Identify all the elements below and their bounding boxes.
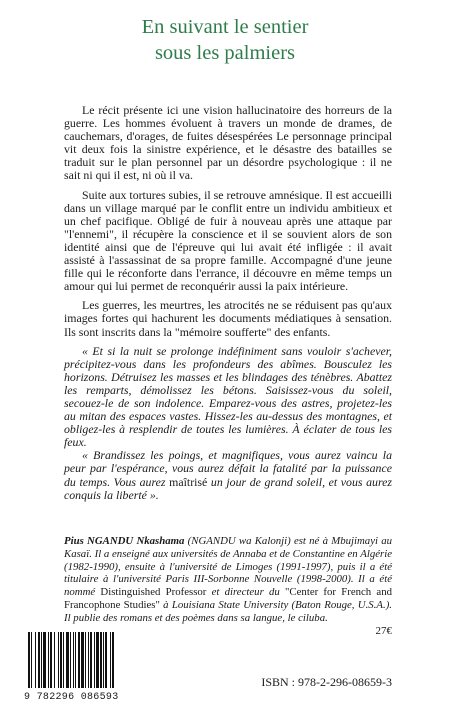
title-line-1: En suivant le sentier xyxy=(141,16,309,38)
author-bio xyxy=(64,535,392,625)
quote-2-part-c: un jour de grand soleil, et vous aurez conquis la liberté ». xyxy=(64,474,392,502)
barcode-bar xyxy=(96,632,99,688)
barcode-bar xyxy=(41,632,42,688)
barcode-bar xyxy=(90,632,92,688)
barcode-number: 9 782296 086593 xyxy=(24,692,146,703)
bio-part-5: à Louisiana State University (Baton Rouge, U.S.A.). Il publie des romans et des poèmes dans sa langue, le ciluba. xyxy=(64,598,392,624)
bio-part-4: "Center for French and Francophone Studies" xyxy=(64,586,393,611)
title-line-2: sous les palmiers xyxy=(154,42,296,64)
quote-2 xyxy=(64,449,392,501)
bio-part-1: (NGANDU wa Kalonji) est né à Mbujimayi au Kasaï. Il a enseigné aux universités de Annaba et de Constantine en Algérie (1982-1990), ensuite à l'université de Limoges (1991-1997), puis il a été titulaire à l'université Paris III-Sorbonne Nouvelle (1998-2000). Il a été nommé xyxy=(64,535,393,599)
barcode-bar xyxy=(110,632,111,688)
barcode-bar xyxy=(73,632,74,688)
barcode-bar xyxy=(85,632,86,688)
barcode-bar xyxy=(48,632,49,688)
price: 27€ xyxy=(375,625,392,637)
barcode-bar xyxy=(38,632,40,688)
quote-2-part-b: maîtrisé xyxy=(169,474,208,489)
barcode-bar xyxy=(58,632,59,688)
author-name: Pius NGANDU Nkashama xyxy=(64,535,185,547)
barcode-bar xyxy=(78,632,80,688)
barcode-bar xyxy=(75,632,76,688)
barcode-bar xyxy=(88,632,89,688)
paragraph-3: Les guerres, les meurtres, les atrocités ne se réduisent pas qu'aux images fortes qui hachurent les documents médiatiques à sensation. Ils sont inscrits dans la "mémoire soufferte" des enfants. xyxy=(64,298,392,339)
barcode-bar xyxy=(66,632,69,688)
bio-part-3: et directeur du xyxy=(206,586,286,599)
barcode-bar xyxy=(28,632,30,688)
back-cover-text xyxy=(64,104,392,502)
barcode-bar xyxy=(105,632,107,688)
barcode-bar xyxy=(31,632,32,688)
barcode-bar xyxy=(54,632,55,688)
barcode-bar xyxy=(94,632,95,688)
barcode-bar xyxy=(81,632,84,688)
barcode-bars xyxy=(24,630,146,690)
barcode-bar xyxy=(63,632,64,688)
isbn: ISBN : 978-2-296-08659-3 xyxy=(261,675,392,689)
barcode-bar xyxy=(50,632,52,688)
barcode-bar xyxy=(60,632,62,688)
barcode-bar xyxy=(43,632,46,688)
barcode-bar xyxy=(70,632,71,688)
book-title xyxy=(0,14,450,66)
barcode-bar xyxy=(103,632,104,688)
quote-1: « Et si la nuit se prolonge indéfiniment sans vouloir s'achever, précipitez-vous dans les profondeurs des abîmes. Bousculez les horizons. Détruisez les masses et les blindages des ténèbres. Abattez les remparts, démolissez les bétons. Saisissez-vous du soleil, secouez-le de son indolence. Emparez-vous des astres, projetez-les au mitan des espaces vastes. Hissez-les au-dessus des montagnes, et obligez-les à resplendir de toutes les lumières. À éclater de tous les feux. xyxy=(64,343,392,450)
paragraph-1: Le récit présente ici une vision hallucinatoire des horreurs de la guerre. Les hommes évoluent à travers un monde de drames, de cauchemars, d'orages, de fuites désespérées Le personnage principal vit deux fois la sinistre expérience, et le désastre des batailles se traduit sur le plan personnel par un désordre psychologique : il ne sait ni qui il est, ni où il va. xyxy=(64,103,392,183)
quote-2-part-a: « Brandissez les poings, et magnifiques, vous aurez vaincu la peur par l'espérance, vous aurez défait la fatalité par la puissance du temps. Vous aurez xyxy=(64,448,392,489)
barcode-bar xyxy=(100,632,102,688)
barcode-bar xyxy=(112,632,114,688)
barcode-bar xyxy=(35,632,36,688)
bio-part-2: Distinguished Professor xyxy=(100,586,207,599)
paragraph-2: Suite aux tortures subies, il se retrouve amnésique. Il est accueilli dans un village marqué par le conflit entre un individu ambitieux et un chef pacifique. Obligé de fuir à nouveau après une attaque par "l'ennemi", il récupère la conscience et il se souvient alors de son identité ainsi que de l'épreuve qui lui avait été infligée : il avait assisté à l'assassinat de sa propre famille. Accompagné d'une jeune fille qui le réconforte dans l'errance, il découvre en même temps un amour qui lui permet de reconquérir aussi la paix intérieure. xyxy=(64,187,392,294)
